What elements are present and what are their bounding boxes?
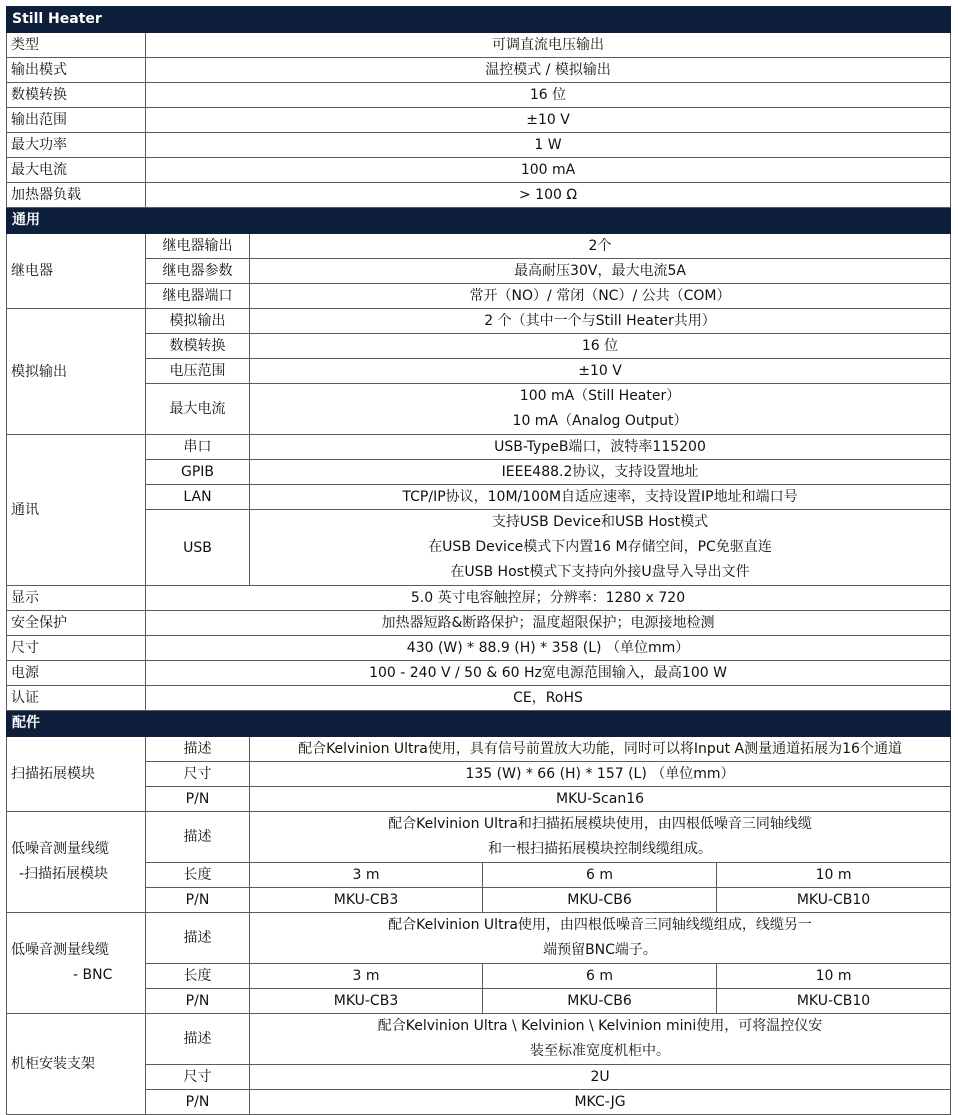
length-value: 3 m — [250, 863, 483, 888]
spec-row — [7, 586, 951, 611]
spec-row — [7, 384, 951, 435]
spec-sublabel: GPIB — [146, 460, 250, 485]
spec-value: 5.0 英寸电容触控屏；分辨率：1280 x 720 — [146, 586, 951, 611]
pn-value: MKU-CB10 — [717, 888, 951, 913]
spec-value: 可调直流电压输出 — [146, 33, 951, 58]
spec-label: 认证 — [7, 686, 146, 711]
spec-label: 显示 — [7, 586, 146, 611]
section-header-general — [7, 208, 951, 234]
spec-row — [7, 460, 951, 485]
spec-row — [7, 309, 951, 334]
spec-row — [7, 259, 951, 284]
spec-row — [7, 762, 951, 787]
spec-value: 配合Kelvinion Ultra使用，具有信号前置放大功能，同时可以将Input A测量通道拓展为16个通道 — [250, 737, 951, 762]
value-line: 端预留BNC端子。 — [543, 942, 657, 958]
label-line: -扫描拓展模块 — [19, 866, 109, 882]
spec-sublabel: LAN — [146, 485, 250, 510]
spec-value: ±10 V — [146, 108, 951, 133]
spec-value — [250, 812, 951, 863]
spec-sublabel: 尺寸 — [146, 762, 250, 787]
label-line: - BNC — [73, 967, 113, 983]
section-title: 配件 — [7, 711, 951, 737]
spec-sublabel: 尺寸 — [146, 1065, 250, 1090]
spec-value: CE，RoHS — [146, 686, 951, 711]
spec-row — [7, 888, 951, 913]
spec-value: 2U — [250, 1065, 951, 1090]
spec-row — [7, 83, 951, 108]
spec-row — [7, 435, 951, 460]
section-title: Still Heater — [7, 7, 951, 33]
spec-value: 2个 — [250, 234, 951, 259]
label-line: 低噪音测量线缆 — [11, 942, 109, 958]
spec-sublabel: P/N — [146, 888, 250, 913]
spec-value: USB-TypeB端口，波特率115200 — [250, 435, 951, 460]
spec-row — [7, 234, 951, 259]
spec-row — [7, 183, 951, 208]
spec-value: 2 个（其中一个与Still Heater共用） — [250, 309, 951, 334]
spec-row — [7, 812, 951, 863]
spec-row — [7, 58, 951, 83]
spec-row — [7, 334, 951, 359]
spec-label: 类型 — [7, 33, 146, 58]
spec-value: 135 (W) * 66 (H) * 157 (L) （单位mm） — [250, 762, 951, 787]
spec-row — [7, 1014, 951, 1065]
spec-sublabel: USB — [146, 510, 250, 586]
length-value: 3 m — [250, 964, 483, 989]
spec-value: 16 位 — [250, 334, 951, 359]
spec-sublabel: P/N — [146, 787, 250, 812]
spec-label: 安全保护 — [7, 611, 146, 636]
spec-value — [250, 913, 951, 964]
pn-value: MKU-CB6 — [483, 989, 717, 1014]
group-label-cable-scan — [7, 812, 146, 913]
spec-sublabel: 最大电流 — [146, 384, 250, 435]
spec-value: 100 mA — [146, 158, 951, 183]
group-label-analog: 模拟输出 — [7, 309, 146, 435]
section-title: 通用 — [7, 208, 951, 234]
spec-value: IEEE488.2协议，支持设置地址 — [250, 460, 951, 485]
spec-row — [7, 1065, 951, 1090]
value-line: 和一根扫描拓展模块控制线缆组成。 — [488, 841, 713, 857]
spec-row — [7, 964, 951, 989]
value-line: 配合Kelvinion Ultra和扫描拓展模块使用，由四根低噪音三同轴线缆 — [388, 816, 812, 832]
spec-value: 最高耐压30V，最大电流5A — [250, 259, 951, 284]
spec-label: 输出模式 — [7, 58, 146, 83]
spec-label: 加热器负载 — [7, 183, 146, 208]
value-line: 装至标准宽度机柜中。 — [530, 1043, 671, 1059]
group-label-relay: 继电器 — [7, 234, 146, 309]
spec-sublabel: 继电器输出 — [146, 234, 250, 259]
spec-row — [7, 737, 951, 762]
spec-row — [7, 133, 951, 158]
spec-row — [7, 989, 951, 1014]
spec-value: 加热器短路&断路保护；温度超限保护；电源接地检测 — [146, 611, 951, 636]
group-label-scan: 扫描拓展模块 — [7, 737, 146, 812]
spec-label: 尺寸 — [7, 636, 146, 661]
spec-row — [7, 863, 951, 888]
value-line: 10 mA（Analog Output） — [512, 413, 688, 429]
spec-row — [7, 33, 951, 58]
spec-sublabel: 长度 — [146, 863, 250, 888]
group-label-cable-bnc — [7, 913, 146, 1014]
spec-sublabel: 描述 — [146, 812, 250, 863]
spec-row — [7, 485, 951, 510]
spec-sublabel: P/N — [146, 1090, 250, 1115]
spec-label: 最大功率 — [7, 133, 146, 158]
spec-value: MKC-JG — [250, 1090, 951, 1115]
pn-value: MKU-CB6 — [483, 888, 717, 913]
label-line: 低噪音测量线缆 — [11, 841, 109, 857]
spec-sublabel: 电压范围 — [146, 359, 250, 384]
spec-table — [6, 6, 951, 1115]
spec-label: 电源 — [7, 661, 146, 686]
spec-value: 温控模式 / 模拟输出 — [146, 58, 951, 83]
spec-sublabel: 数模转换 — [146, 334, 250, 359]
spec-row — [7, 359, 951, 384]
group-label-rack: 机柜安装支架 — [7, 1014, 146, 1115]
spec-row — [7, 158, 951, 183]
spec-sublabel: 模拟输出 — [146, 309, 250, 334]
spec-sublabel: 描述 — [146, 737, 250, 762]
spec-value: ±10 V — [250, 359, 951, 384]
spec-value: TCP/IP协议，10M/100M自适应速率，支持设置IP地址和端口号 — [250, 485, 951, 510]
spec-row — [7, 686, 951, 711]
value-line: 配合Kelvinion Ultra \ Kelvinion \ Kelvinion mini使用，可将温控仪安 — [377, 1018, 823, 1034]
spec-value: 常开（NO）/ 常闭（NC）/ 公共（COM） — [250, 284, 951, 309]
value-line: 配合Kelvinion Ultra使用，由四根低噪音三同轴线缆组成，线缆另一 — [388, 917, 812, 933]
spec-row — [7, 108, 951, 133]
spec-value — [250, 1014, 951, 1065]
spec-value — [250, 384, 951, 435]
spec-value: > 100 Ω — [146, 183, 951, 208]
spec-label: 输出范围 — [7, 108, 146, 133]
length-value: 6 m — [483, 964, 717, 989]
spec-value: 1 W — [146, 133, 951, 158]
spec-row — [7, 1090, 951, 1115]
spec-label: 数模转换 — [7, 83, 146, 108]
pn-value: MKU-CB3 — [250, 888, 483, 913]
value-line: 支持USB Device和USB Host模式 — [491, 514, 709, 530]
spec-row — [7, 510, 951, 586]
pn-value: MKU-CB10 — [717, 989, 951, 1014]
section-header-still-heater — [7, 7, 951, 33]
value-line: 在USB Device模式下内置16 M存储空间，PC免驱直连 — [428, 539, 772, 555]
length-value: 10 m — [717, 863, 951, 888]
spec-row — [7, 661, 951, 686]
spec-row — [7, 787, 951, 812]
spec-row — [7, 636, 951, 661]
spec-value: 430 (W) * 88.9 (H) * 358 (L) （单位mm） — [146, 636, 951, 661]
spec-value — [250, 510, 951, 586]
value-line: 在USB Host模式下支持向外接U盘导入导出文件 — [450, 564, 750, 580]
spec-row — [7, 913, 951, 964]
spec-sublabel: 继电器参数 — [146, 259, 250, 284]
spec-sublabel: 长度 — [146, 964, 250, 989]
spec-value: 16 位 — [146, 83, 951, 108]
spec-row — [7, 611, 951, 636]
spec-sublabel: P/N — [146, 989, 250, 1014]
value-line: 100 mA（Still Heater） — [519, 388, 681, 404]
pn-value: MKU-CB3 — [250, 989, 483, 1014]
spec-label: 最大电流 — [7, 158, 146, 183]
spec-sublabel: 描述 — [146, 1014, 250, 1065]
spec-sublabel: 继电器端口 — [146, 284, 250, 309]
group-label-comm: 通讯 — [7, 435, 146, 586]
spec-row — [7, 284, 951, 309]
spec-sublabel: 串口 — [146, 435, 250, 460]
section-header-accessories — [7, 711, 951, 737]
length-value: 10 m — [717, 964, 951, 989]
spec-value: MKU-Scan16 — [250, 787, 951, 812]
spec-value: 100 - 240 V / 50 & 60 Hz宽电源范围输入，最高100 W — [146, 661, 951, 686]
spec-sublabel: 描述 — [146, 913, 250, 964]
length-value: 6 m — [483, 863, 717, 888]
